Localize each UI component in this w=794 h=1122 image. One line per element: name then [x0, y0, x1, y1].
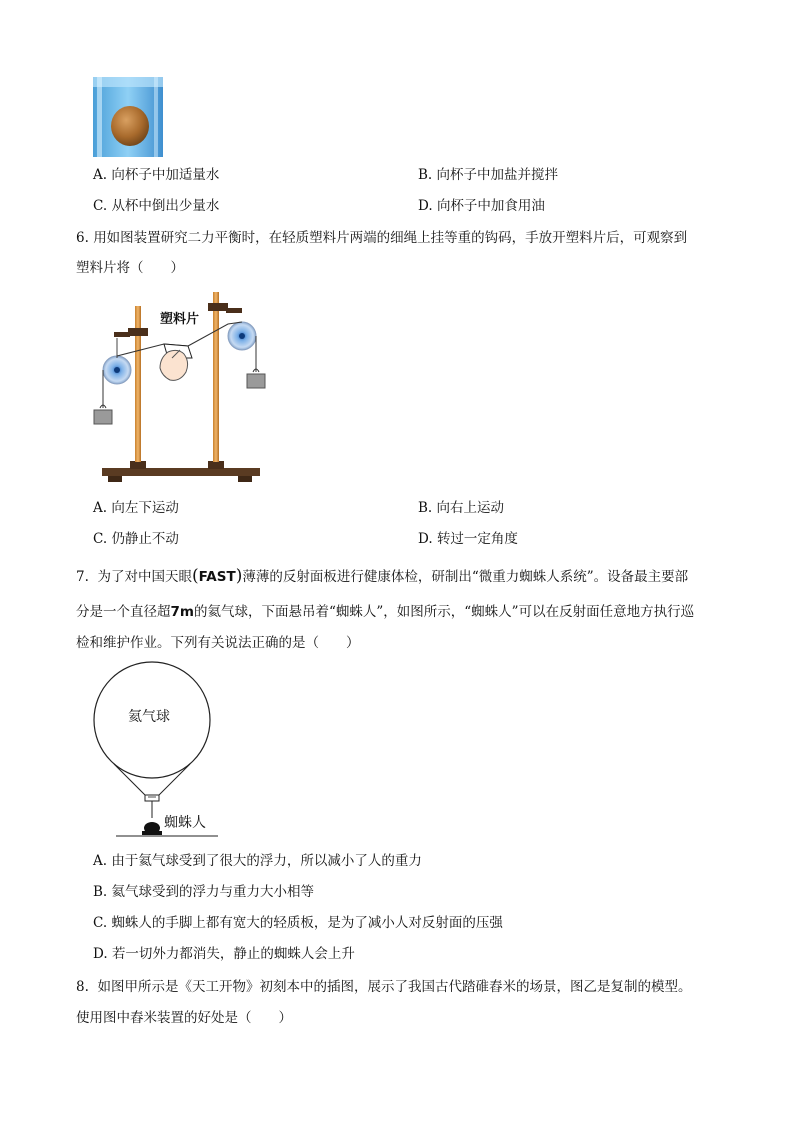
q8-stem-line1: 8. 如图甲所示是《天工开物》初刻本中的插图，展示了我国古代踏碓舂米的场景，图乙是复制的模型。 [76, 979, 692, 995]
q6-figure-label: 塑料片 [160, 312, 200, 327]
q6-stem-line1: 6. 用如图装置研究二力平衡时，在轻质塑料片两端的细绳上挂等重的钩码，手放开塑料片后，可观察到 [76, 230, 688, 246]
q7-option-a: A. 由于氦气球受到了很大的浮力，所以减小了人的重力 [93, 853, 422, 869]
q7-stem-line1: 7. 为了对中国天眼(FAST)薄薄的反射面板进行健康体检，研制出“微重力蜘蛛人系统”。设备最主要部 [76, 566, 689, 586]
q7-option-d: D. 若一切外力都消失，静止的蜘蛛人会上升 [93, 946, 355, 962]
q5-option-c: C. 从杯中倒出少量水 [93, 198, 220, 214]
q5-option-a: A. 向杯子中加适量水 [93, 167, 220, 183]
q7-fast: FAST [198, 569, 236, 585]
q6-option-d: D. 转过一定角度 [418, 531, 518, 547]
q7-option-c: C. 蜘蛛人的手脚上都有宽大的轻质板，是为了减小人对反射面的压强 [93, 915, 503, 931]
q5-option-b: B. 向杯子中加盐并搅拌 [418, 167, 559, 183]
q8-stem-line2: 使用图中舂米装置的好处是（ ） [76, 1010, 292, 1026]
q7-balloon-label: 氦气球 [128, 709, 170, 725]
q7-number: 7. [76, 569, 89, 585]
q5-option-d: D. 向杯子中加食用油 [418, 198, 545, 214]
q6-balance-apparatus-figure [88, 288, 268, 486]
q6-option-c: C. 仍静止不动 [93, 531, 179, 547]
q7-option-b: B. 氦气球受到的浮力与重力大小相等 [93, 884, 315, 900]
q6-option-b: B. 向右上运动 [418, 500, 505, 516]
q7-person-label: 蜘蛛人 [164, 815, 206, 831]
egg-in-cup-photo [93, 77, 163, 157]
q6-number: 6. [76, 230, 89, 246]
q7-balloon-figure [92, 660, 242, 840]
q6-stem-line2: 塑料片将（ ） [76, 260, 184, 276]
q7-stem-line2: 分是一个直径超7m的氦气球，下面悬吊着“蜘蛛人”，如图所示，“蜘蛛人”可以在反射面任意地方执行巡 [76, 604, 695, 620]
q7-stem-line3: 检和维护作业。下列有关说法正确的是（ ） [76, 635, 360, 651]
q8-number: 8. [76, 979, 89, 995]
q6-option-a: A. 向左下运动 [93, 500, 179, 516]
